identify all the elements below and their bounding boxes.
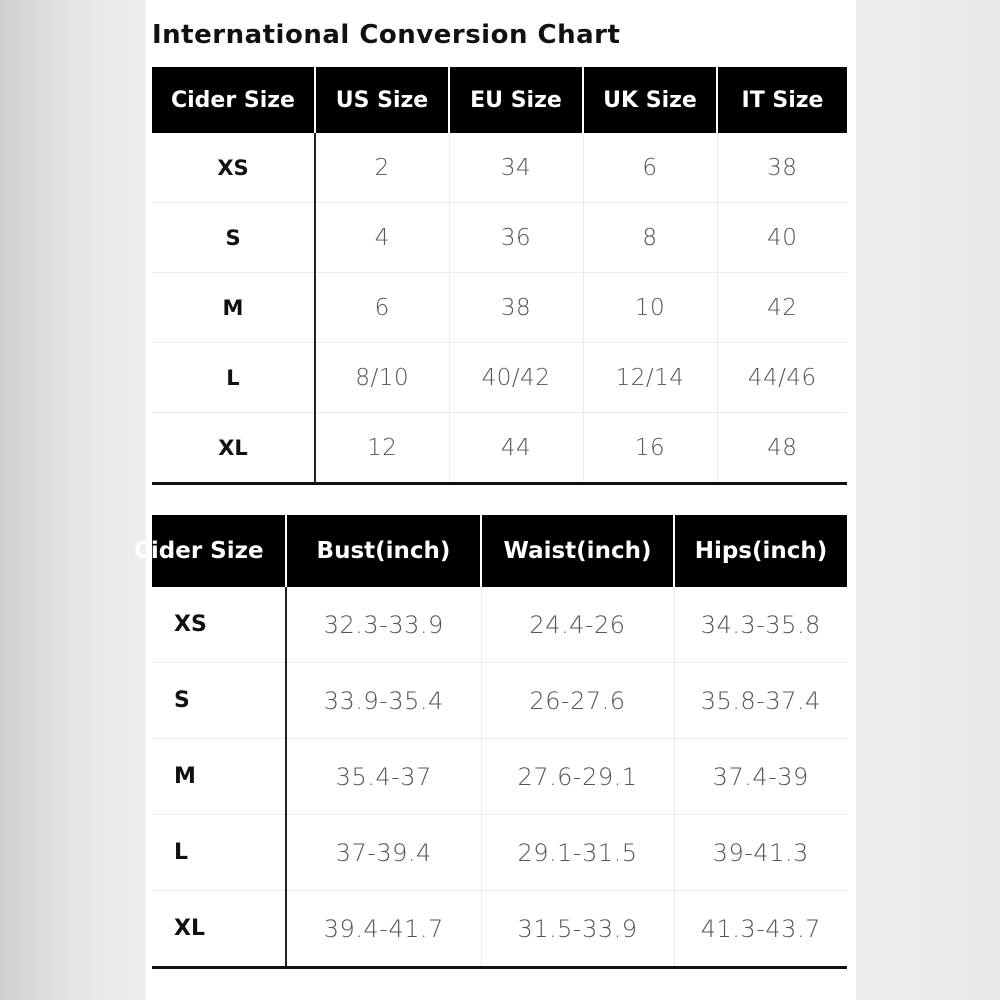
header-hips: Hips(inch) (674, 515, 847, 587)
header-us-size: US Size (315, 67, 449, 133)
uk-size-cell: 10 (583, 273, 717, 343)
eu-size-cell: 34 (449, 133, 583, 203)
table-row (152, 587, 847, 663)
it-size-cell: 38 (717, 133, 847, 203)
chart-title: International Conversion Chart (152, 20, 621, 50)
size-label: XL (152, 891, 286, 968)
eu-size-cell: 36 (449, 203, 583, 273)
header-eu-size: EU Size (449, 67, 583, 133)
hips-cell: 41.3-43.7 (674, 891, 847, 968)
size-label: L (152, 343, 315, 413)
size-label: M (152, 273, 315, 343)
eu-size-cell: 44 (449, 413, 583, 484)
size-label: S (152, 663, 286, 739)
table-row (152, 891, 847, 968)
us-size-cell: 8/10 (315, 343, 449, 413)
uk-size-cell: 16 (583, 413, 717, 484)
waist-cell: 31.5-33.9 (481, 891, 674, 968)
us-size-cell: 2 (315, 133, 449, 203)
size-label: XL (152, 413, 315, 484)
it-size-cell: 40 (717, 203, 847, 273)
waist-cell: 27.6-29.1 (481, 739, 674, 815)
header-bust: Bust(inch) (286, 515, 481, 587)
bust-cell: 33.9-35.4 (286, 663, 481, 739)
size-label: S (152, 203, 315, 273)
hips-cell: 35.8-37.4 (674, 663, 847, 739)
size-label: XS (152, 133, 315, 203)
header-waist: Waist(inch) (481, 515, 674, 587)
measurement-table (134, 515, 847, 969)
header-it-size: IT Size (717, 67, 847, 133)
waist-cell: 24.4-26 (481, 587, 674, 663)
hips-cell: 39-41.3 (674, 815, 847, 891)
it-size-cell: 42 (717, 273, 847, 343)
bust-cell: 39.4-41.7 (286, 891, 481, 968)
table-row (152, 133, 847, 203)
bust-cell: 32.3-33.9 (286, 587, 481, 663)
table-row (152, 815, 847, 891)
size-chart-sheet (134, 0, 856, 1000)
uk-size-cell: 6 (583, 133, 717, 203)
table-row (152, 739, 847, 815)
hips-cell: 34.3-35.8 (674, 587, 847, 663)
size-label: M (152, 739, 286, 815)
size-label: L (152, 815, 286, 891)
measurement-header-row (152, 515, 847, 587)
it-size-cell: 48 (717, 413, 847, 484)
table-row (152, 203, 847, 273)
eu-size-cell: 40/42 (449, 343, 583, 413)
table-row (152, 413, 847, 484)
header-cider-size: Cider Size (152, 515, 286, 587)
conversion-header-row (152, 67, 847, 133)
header-cider-size: Cider Size (152, 67, 315, 133)
conversion-table (152, 67, 847, 485)
table-row (152, 343, 847, 413)
bust-cell: 37-39.4 (286, 815, 481, 891)
table-row (152, 273, 847, 343)
us-size-cell: 4 (315, 203, 449, 273)
uk-size-cell: 12/14 (583, 343, 717, 413)
us-size-cell: 12 (315, 413, 449, 484)
table-row (152, 663, 847, 739)
size-label: XS (152, 587, 286, 663)
waist-cell: 26-27.6 (481, 663, 674, 739)
uk-size-cell: 8 (583, 203, 717, 273)
us-size-cell: 6 (315, 273, 449, 343)
it-size-cell: 44/46 (717, 343, 847, 413)
eu-size-cell: 38 (449, 273, 583, 343)
bust-cell: 35.4-37 (286, 739, 481, 815)
header-uk-size: UK Size (583, 67, 717, 133)
waist-cell: 29.1-31.5 (481, 815, 674, 891)
hips-cell: 37.4-39 (674, 739, 847, 815)
